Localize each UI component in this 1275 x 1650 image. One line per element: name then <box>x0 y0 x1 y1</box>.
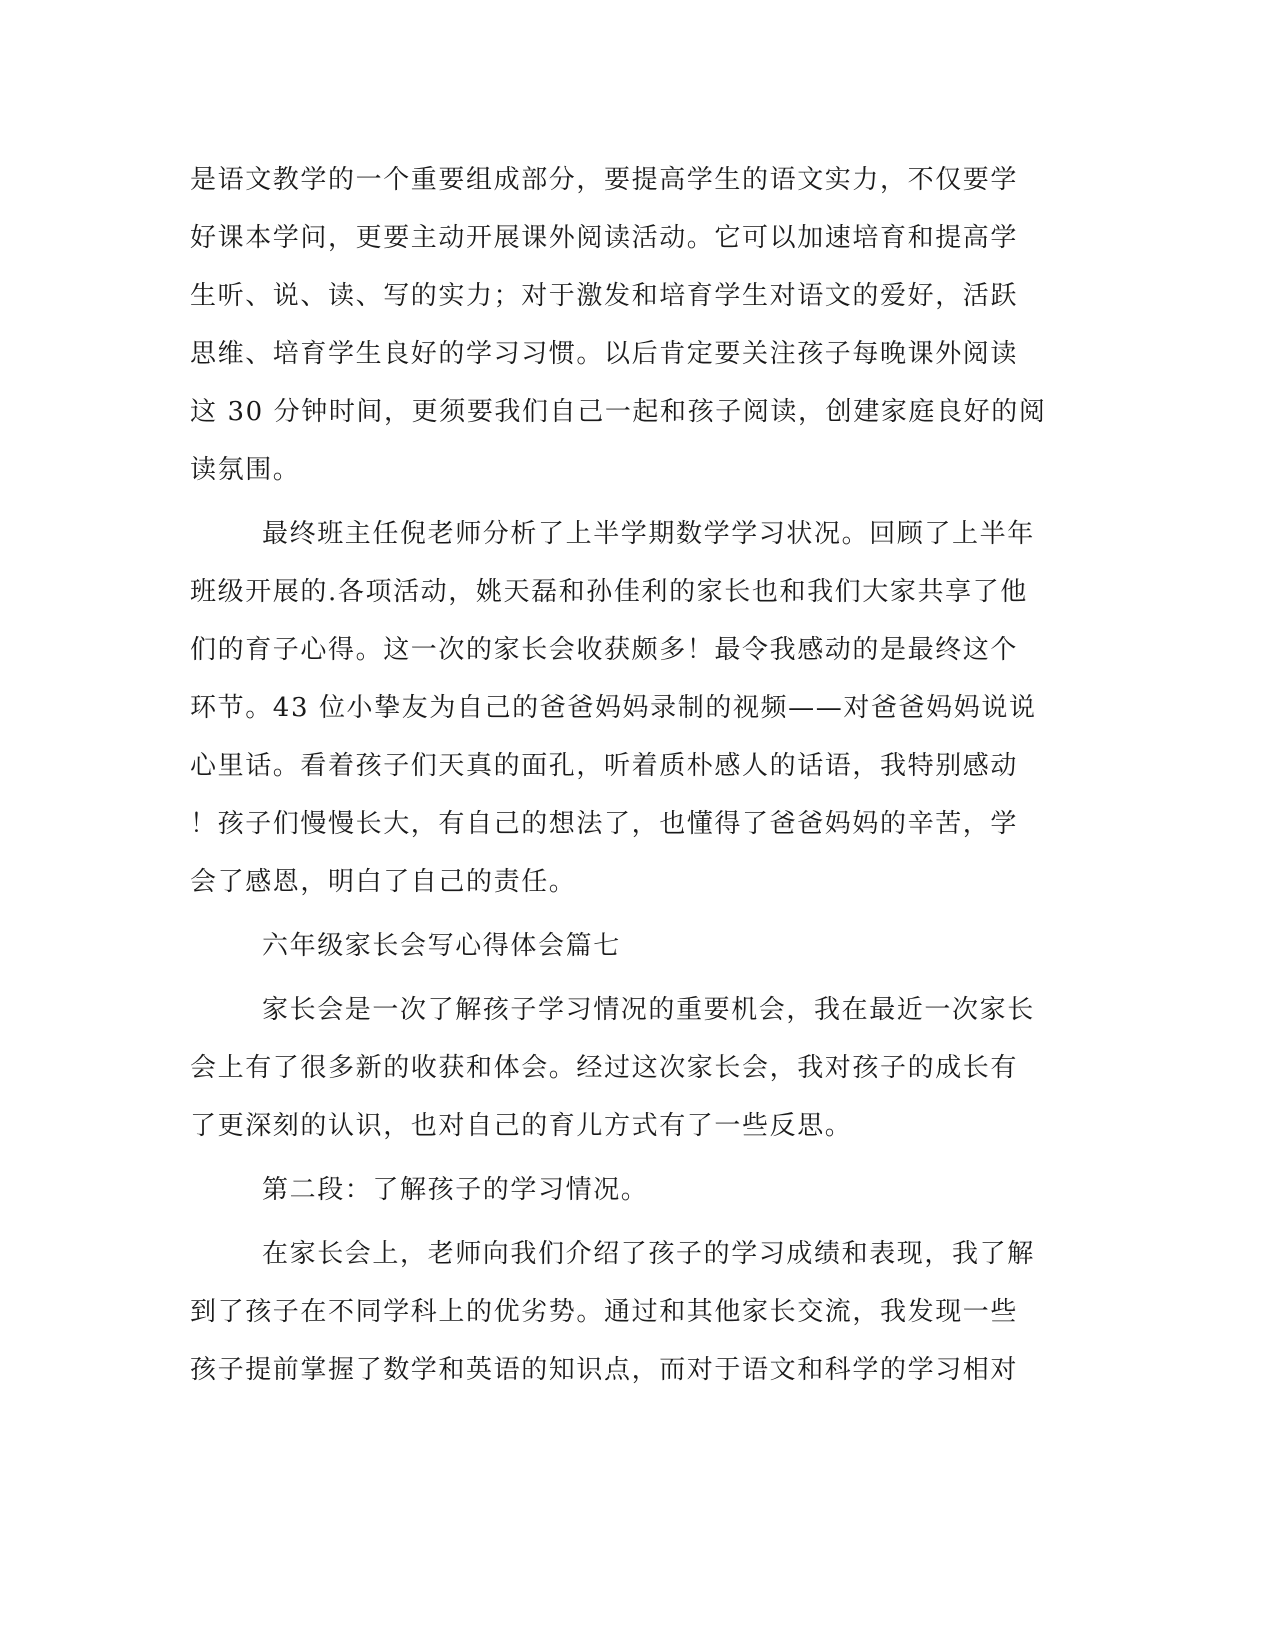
paragraph-first-line: 家长会是一次了解孩子学习情况的重要机会，我在最近一次家长 <box>262 995 1035 1025</box>
text-line: 班级开展的.各项活动，姚天磊和孙佳利的家长也和我们大家共享了他 <box>190 577 1028 607</box>
subsection-heading: 第二段：了解孩子的学习情况。 <box>262 1175 649 1205</box>
text-line: 是语文教学的一个重要组成部分，要提高学生的语文实力，不仅要学 <box>190 165 1019 195</box>
text-line: 孩子提前掌握了数学和英语的知识点，而对于语文和科学的学习相对 <box>190 1355 1019 1385</box>
text-line: 思维、培育学生良好的学习习惯。以后肯定要关注孩子每晚课外阅读 <box>190 339 1019 369</box>
text-line: 生听、说、读、写的实力；对于激发和培育学生对语文的爱好，活跃 <box>190 281 1019 311</box>
paragraph-first-line: 在家长会上，老师向我们介绍了孩子的学习成绩和表现，我了解 <box>262 1239 1035 1269</box>
section-heading: 六年级家长会写心得体会篇七 <box>262 931 621 961</box>
text-line: 会了感恩，明白了自己的责任。 <box>190 867 577 897</box>
text-line: 们的育子心得。这一次的家长会收获颇多！最令我感动的是最终这个 <box>190 635 1019 665</box>
text-line: 心里话。看着孩子们天真的面孔，听着质朴感人的话语，我特别感动 <box>190 751 1019 781</box>
text-line: 到了孩子在不同学科上的优劣势。通过和其他家长交流，我发现一些 <box>190 1297 1019 1327</box>
text-line: 了更深刻的认识，也对自己的育儿方式有了一些反思。 <box>190 1111 853 1141</box>
text-line: 读氛围。 <box>190 455 301 485</box>
text-line: ！孩子们慢慢长大，有自己的想法了，也懂得了爸爸妈妈的辛苦，学 <box>190 809 1019 839</box>
paragraph-first-line: 最终班主任倪老师分析了上半学期数学学习状况。回顾了上半年 <box>262 519 1035 549</box>
text-line: 好课本学问，更要主动开展课外阅读活动。它可以加速培育和提高学 <box>190 223 1019 253</box>
text-line: 这 30 分钟时间，更须要我们自己一起和孩子阅读，创建家庭良好的阅 <box>190 397 1047 427</box>
text-line: 环节。43 位小挚友为自己的爸爸妈妈录制的视频——对爸爸妈妈说说 <box>190 693 1037 723</box>
text-line: 会上有了很多新的收获和体会。经过这次家长会，我对孩子的成长有 <box>190 1053 1019 1083</box>
